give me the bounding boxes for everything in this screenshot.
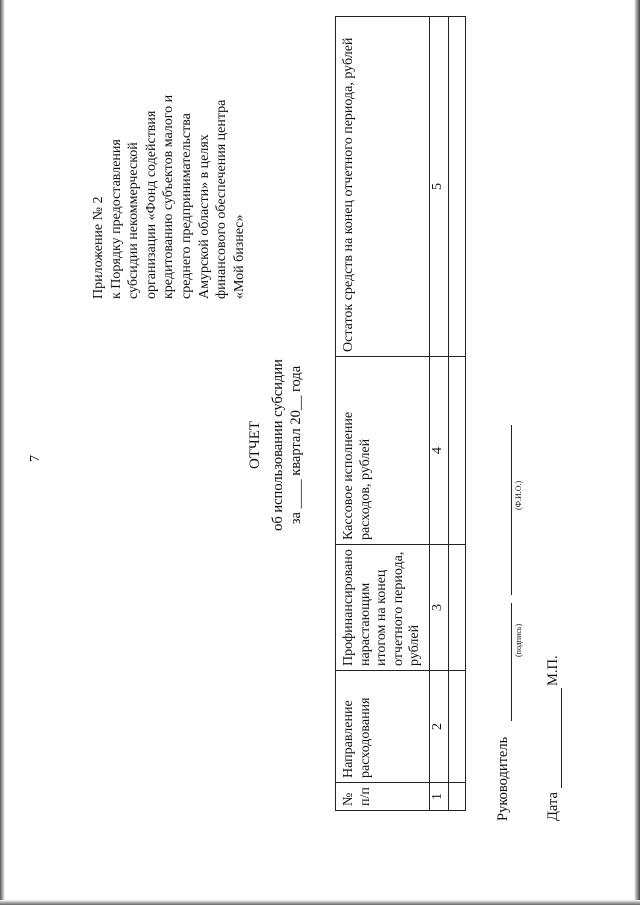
- signature-underline: [511, 603, 512, 721]
- column-number-cell: 4: [430, 357, 449, 545]
- header-cell: [336, 17, 430, 357]
- appendix-line: субсидии некоммерческой: [126, 142, 142, 299]
- report-title: ОТЧЕТ: [247, 420, 263, 470]
- appendix-line: финансового обеспечения центра: [214, 99, 230, 299]
- stamp-label: М.П.: [545, 655, 561, 686]
- header-number: № п/п: [341, 787, 373, 806]
- page-number: 7: [28, 455, 43, 462]
- appendix-line: кредитованию субъектов малого и: [161, 94, 177, 299]
- column-number-cell: 1: [430, 783, 449, 811]
- table-cell: [449, 17, 466, 357]
- column-number-cell: 5: [430, 17, 449, 357]
- appendix-line: к Порядку предоставления: [108, 139, 124, 299]
- header-direction: Направление расходования: [341, 697, 373, 778]
- table-header-row: [336, 17, 430, 811]
- appendix-line: Приложение № 2: [91, 196, 106, 299]
- header-cell: [336, 545, 430, 671]
- report-period: за ____ квартал 20__ года: [288, 365, 304, 525]
- table-row: [449, 17, 466, 811]
- head-label: Руководитель: [495, 736, 511, 821]
- appendix-line: организации «Фонд содействия: [143, 110, 159, 299]
- table-cell: [449, 783, 466, 811]
- appendix-line: «Мой бизнес»: [231, 214, 247, 299]
- appendix-block: [90, 0, 248, 299]
- column-number-cell: 2: [430, 671, 449, 783]
- date-stamp-line: [545, 521, 567, 821]
- name-underline: [511, 425, 512, 595]
- date-underline: [561, 688, 562, 788]
- header-cell: [336, 357, 430, 545]
- header-balance: Остаток средств на конец отчетного периода, рублей: [341, 37, 356, 352]
- date-label: Дата: [545, 792, 561, 821]
- header-cash-execution: Кассовое исполнение расходов, рублей: [341, 411, 373, 540]
- header-financed: Профинансировано нарастающим итогом на конец отчетного периода, рублей: [341, 549, 422, 666]
- sign-caption: (подпись): [514, 623, 523, 657]
- table-cell: [449, 545, 466, 671]
- appendix-line: среднего предпринимательства: [178, 113, 194, 299]
- report-subtitle: об использовании субсидии: [270, 359, 286, 531]
- table-cell: [449, 357, 466, 545]
- name-caption: (Ф.И.О.): [514, 480, 523, 510]
- table-cell: [449, 671, 466, 783]
- appendix-line: Амурской области» в целях: [196, 134, 212, 299]
- report-table: [335, 16, 466, 811]
- table-row: [430, 17, 449, 811]
- header-cell: [336, 671, 430, 783]
- header-cell: [336, 783, 430, 811]
- column-number-cell: 3: [430, 545, 449, 671]
